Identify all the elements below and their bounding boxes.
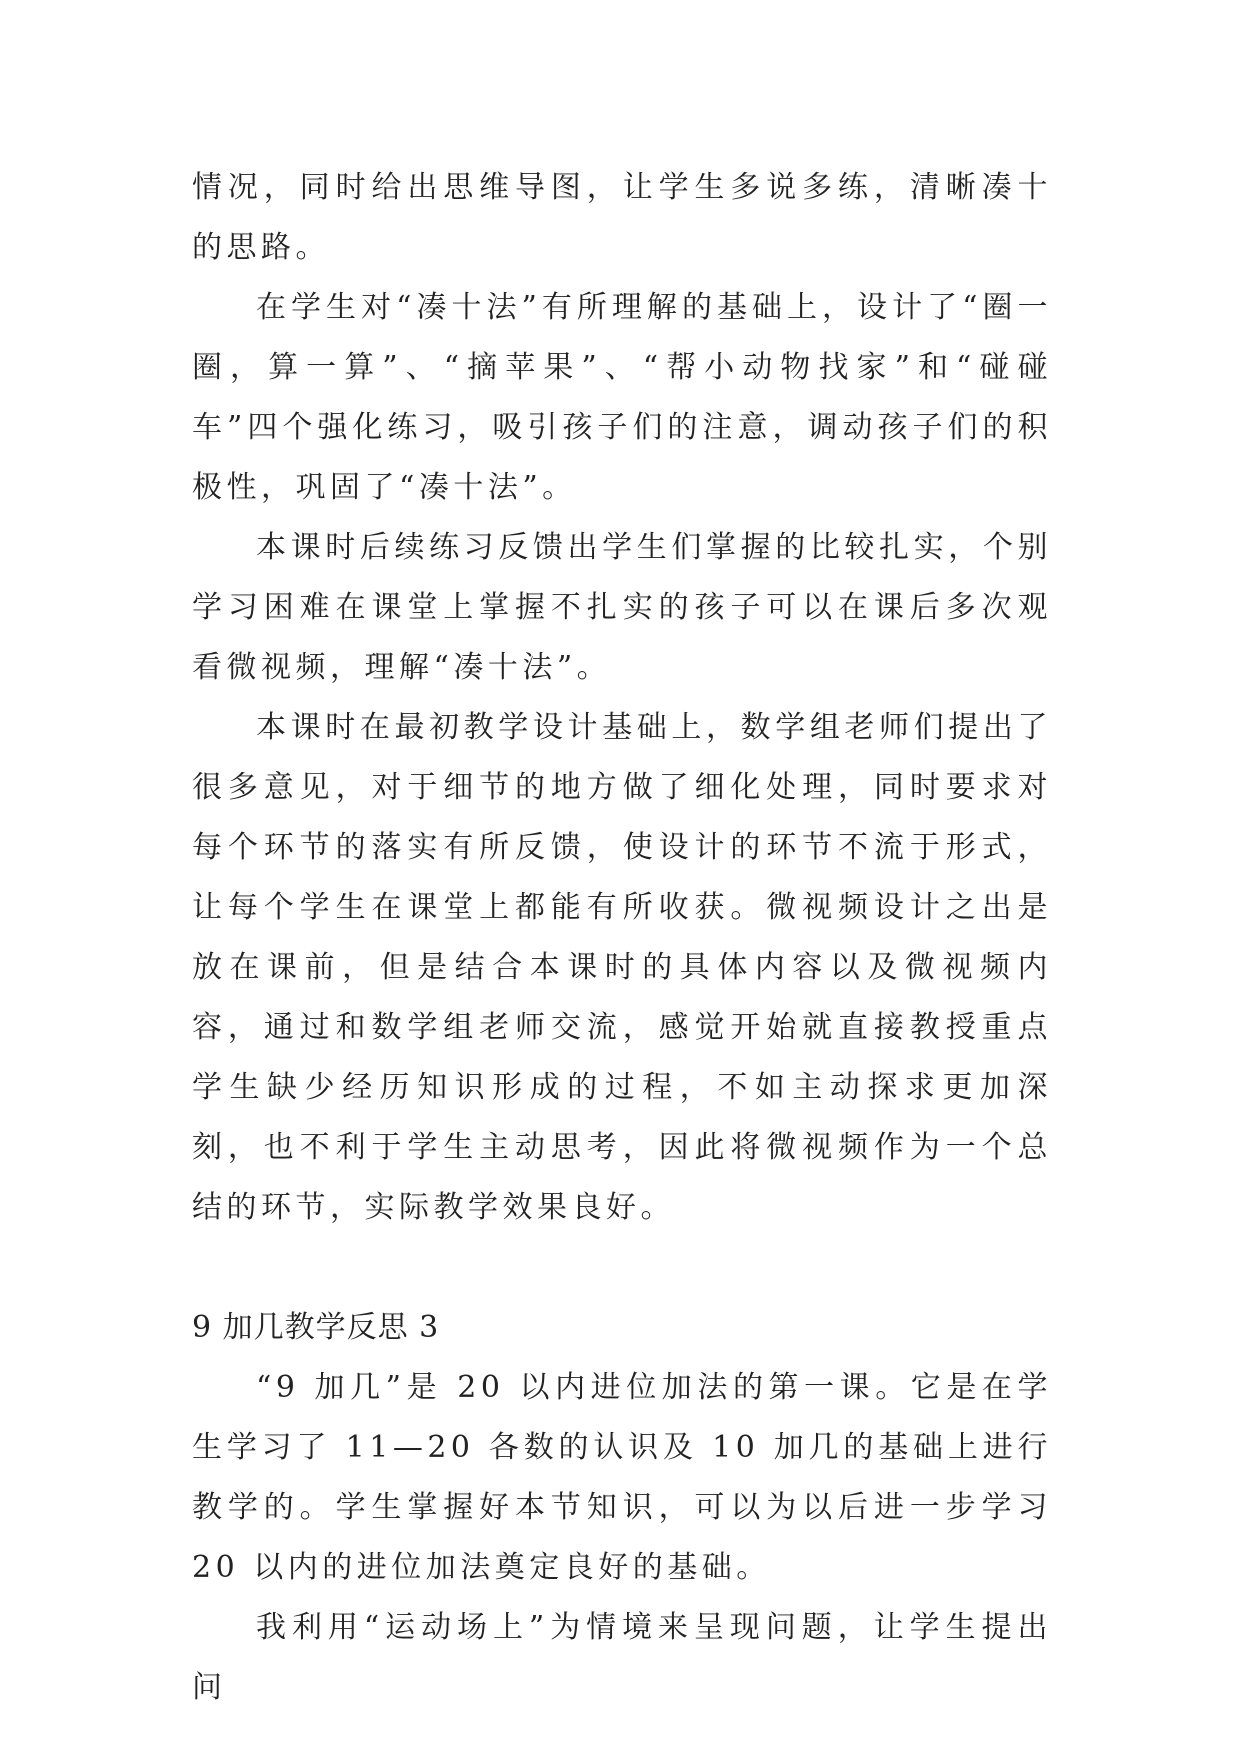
paragraph-scenario: 我利用“运动场上”为情境来呈现问题，让学生提出问	[192, 1610, 1052, 1705]
paragraph-intro: “9 加几”是 20 以内进位加法的第一课。它是在学生学习了 11—20 各数的认识及 10 加几的基础上进行教学的。学生掌握好本节知识，可以为以后进一步学习 20 以内的进位加法奠定良好的基础。	[192, 1370, 1052, 1585]
document-body	[192, 158, 1052, 1718]
paragraph-practice-design: 在学生对“凑十法”有所理解的基础上，设计了“圈一圈，算一算”、“摘苹果”、“帮小动物找家”和“碰碰车”四个强化练习，吸引孩子们的注意，调动孩子们的积极性，巩固了“凑十法”。	[192, 290, 1052, 505]
paragraph-feedback: 本课时后续练习反馈出学生们掌握的比较扎实，个别学习困难在课堂上掌握不扎实的孩子可以在课后多次观看微视频，理解“凑十法”。	[192, 530, 1052, 685]
paragraph-continued: 情况，同时给出思维导图，让学生多说多练，清晰凑十的思路。	[192, 170, 1052, 265]
section-spacer	[192, 1238, 1052, 1298]
section-heading: 9 加几教学反思 3	[192, 1310, 440, 1345]
paragraph-revision: 本课时在最初教学设计基础上，数学组老师们提出了很多意见，对于细节的地方做了细化处理，同时要求对每个环节的落实有所反馈，使设计的环节不流于形式，让每个学生在课堂上都能有所收获。微视频设计之出是放在课前，但是结合本课时的具体内容以及微视频内容，通过和数学组老师交流，感觉开始就直接教授重点学生缺少经历知识形成的过程，不如主动探求更加深刻，也不利于学生主动思考，因此将微视频作为一个总结的环节，实际教学效果良好。	[192, 710, 1052, 1225]
